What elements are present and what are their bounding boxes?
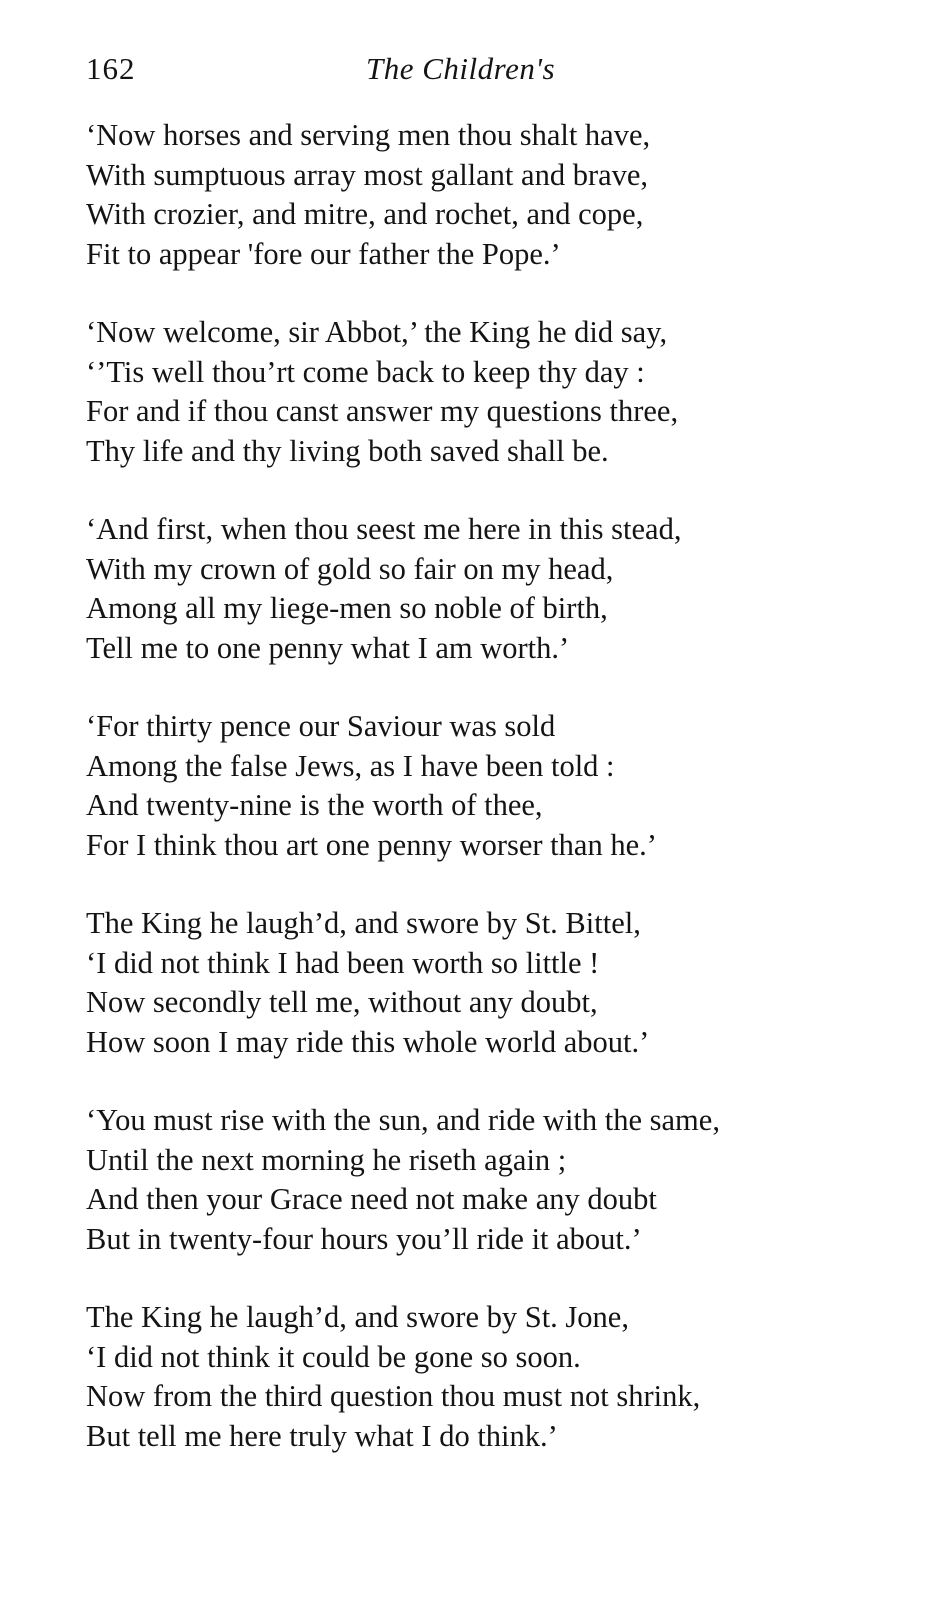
page-number: 162 xyxy=(86,51,136,86)
poem-line: ‘For thirty pence our Saviour was sold xyxy=(86,709,556,743)
poem-line: Among the false Jews, as I have been told : xyxy=(86,748,615,783)
stanza xyxy=(86,116,906,274)
poem-line: And twenty-nine is the worth of thee, xyxy=(86,788,543,822)
stanza xyxy=(86,707,906,865)
poem-line: For and if thou canst answer my questions three, xyxy=(86,394,679,428)
poem-line: But tell me here truly what I do think.’ xyxy=(86,1418,558,1453)
poem-line: With my crown of gold so fair on my head, xyxy=(86,551,614,586)
poem-line: Now from the third question thou must not shrink, xyxy=(86,1379,701,1413)
poem-line: For I think thou art one penny worser than he.’ xyxy=(86,827,657,862)
poem-line: Tell me to one penny what I am worth.’ xyxy=(86,630,570,665)
poem-line: But in twenty-four hours you’ll ride it about.’ xyxy=(86,1221,642,1256)
stanza xyxy=(86,1298,906,1456)
poem-line: ‘’Tis well thou’rt come back to keep thy day : xyxy=(86,354,645,389)
poem-line: With crozier, and mitre, and rochet, and cope, xyxy=(86,197,644,231)
poem-line: Among all my liege-men so noble of birth, xyxy=(86,591,608,625)
poem-line: With sumptuous array most gallant and brave, xyxy=(86,157,649,192)
poem-line: ‘You must rise with the sun, and ride with the same, xyxy=(86,1103,720,1137)
poem-line: The King he laugh’d, and swore by St. Bittel, xyxy=(86,906,641,940)
poem-line: ‘And first, when thou seest me here in this stead, xyxy=(86,512,682,546)
poem-body xyxy=(86,116,906,1495)
stanza xyxy=(86,904,906,1062)
page-header xyxy=(86,44,886,94)
poem-line: Now secondly tell me, without any doubt, xyxy=(86,985,598,1019)
stanza xyxy=(86,313,906,471)
poem-line: ‘Now horses and serving men thou shalt have, xyxy=(86,118,651,152)
stanza xyxy=(86,1101,906,1259)
stanza xyxy=(86,510,906,668)
poem-line: ‘Now welcome, sir Abbot,’ the King he did say, xyxy=(86,315,668,349)
poem-line: Fit to appear 'fore our father the Pope.’ xyxy=(86,236,561,271)
running-title: The Children's xyxy=(366,51,556,86)
poem-line: And then your Grace need not make any doubt xyxy=(86,1182,657,1216)
poem-line: ‘I did not think I had been worth so little ! xyxy=(86,945,600,980)
poem-line: ‘I did not think it could be gone so soon. xyxy=(86,1339,581,1374)
poem-line: The King he laugh’d, and swore by St. Jone, xyxy=(86,1300,629,1334)
poem-line: Thy life and thy living both saved shall be. xyxy=(86,433,609,468)
poem-line: Until the next morning he riseth again ; xyxy=(86,1142,567,1177)
poem-line: How soon I may ride this whole world about.’ xyxy=(86,1024,650,1059)
